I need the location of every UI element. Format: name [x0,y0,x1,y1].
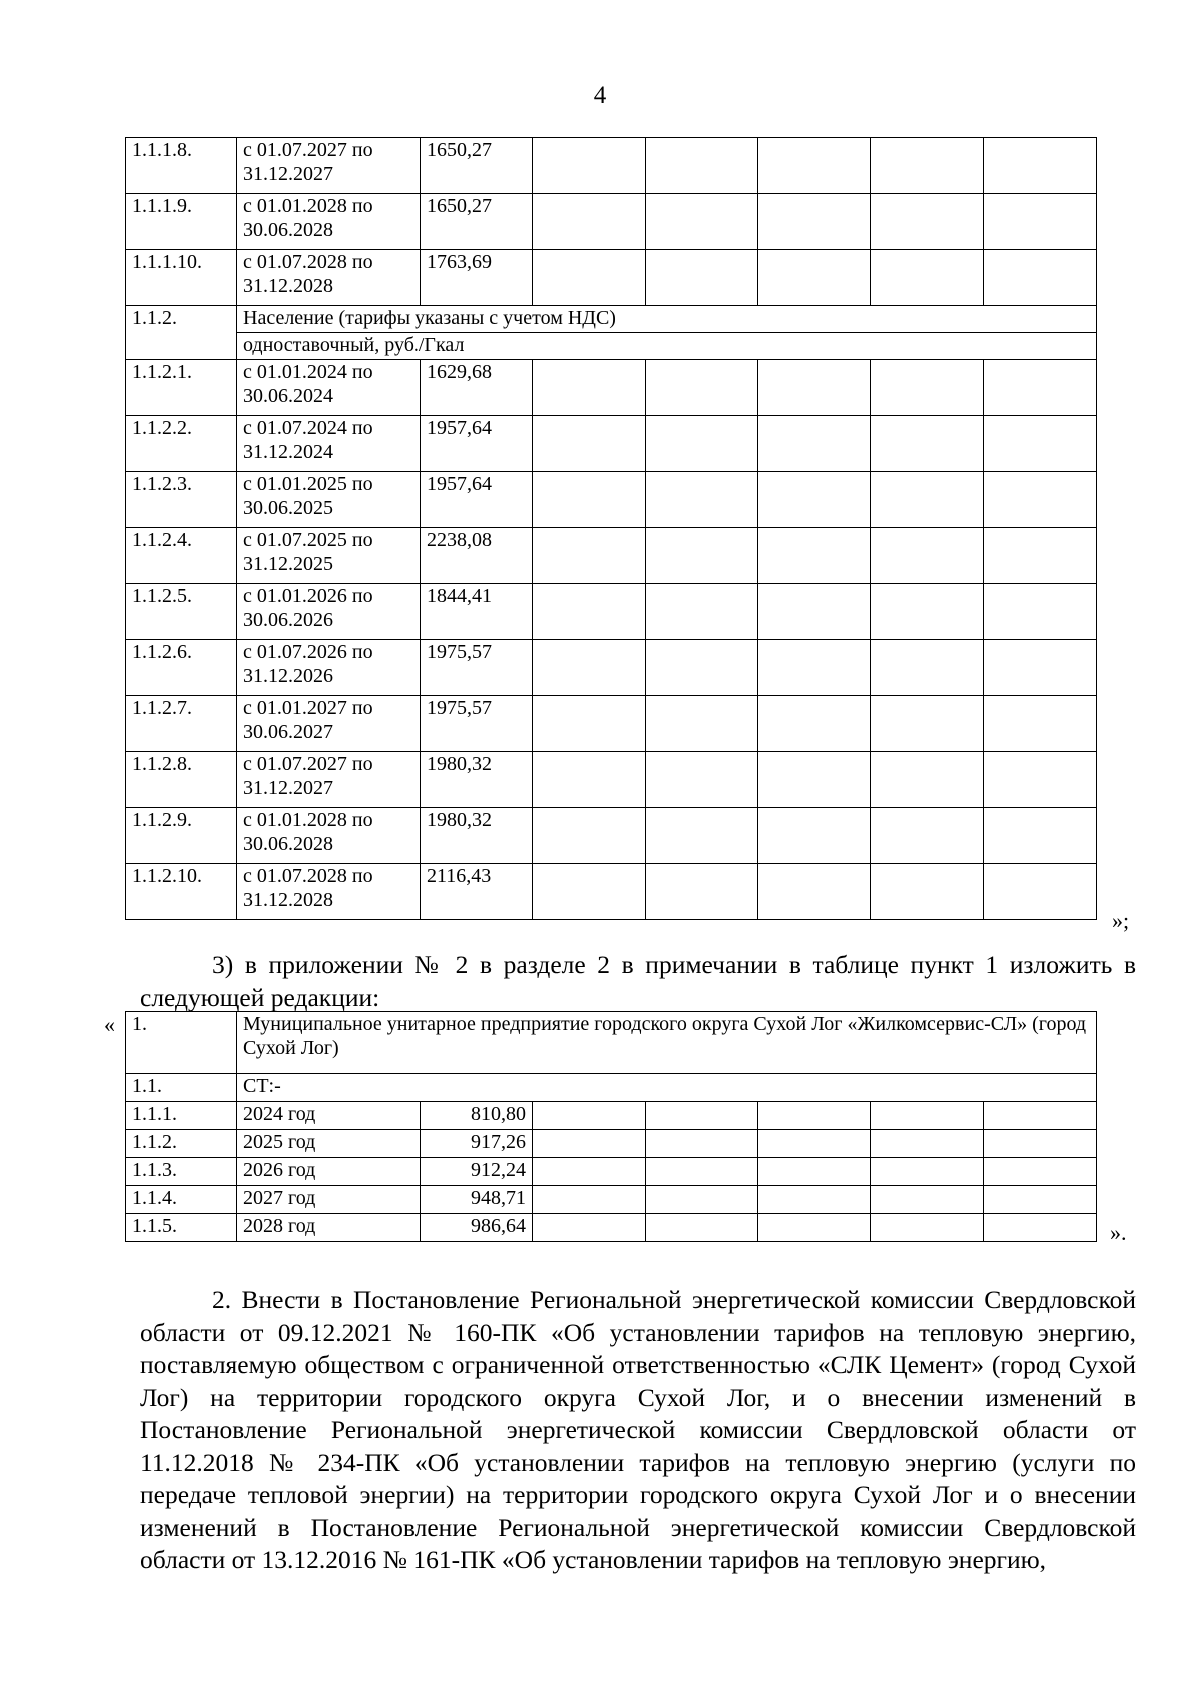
empty-cell [646,360,758,416]
table-row [126,808,1097,864]
empty-cell [646,250,758,306]
subsection-code: 1.1. [126,1074,237,1102]
table2-opening-quote: « [104,1012,115,1037]
empty-cell [758,808,871,864]
empty-cell [646,584,758,640]
row-year: 2024 год [237,1102,421,1130]
table-row [126,584,1097,640]
table1-closing-quote: »; [1112,908,1130,933]
row-code: 1.1.2.3. [126,472,237,528]
empty-cell [871,1102,984,1130]
empty-cell [646,416,758,472]
year-rows [126,1102,1097,1242]
empty-cell [871,194,984,250]
row-value: 1975,57 [421,696,533,752]
empty-cell [533,1130,646,1158]
empty-cell [871,416,984,472]
row-period: с 01.07.2028 по 31.12.2028 [237,864,421,920]
table-row [126,1186,1097,1214]
row-period: с 01.07.2028 по 31.12.2028 [237,250,421,306]
empty-cell [984,752,1097,808]
empty-cell [871,808,984,864]
empty-cell [533,1102,646,1130]
empty-cell [984,1130,1097,1158]
empty-cell [758,138,871,194]
enterprise-code: 1. [126,1012,237,1074]
empty-cell [533,1158,646,1186]
empty-cell [646,1186,758,1214]
empty-cell [533,640,646,696]
table2-closing-quote: ». [1110,1220,1127,1245]
empty-cell [758,1214,871,1242]
row-value: 1650,27 [421,194,533,250]
empty-cell [533,808,646,864]
row-code: 1.1.2.4. [126,528,237,584]
table-row [126,1214,1097,1242]
row-period: с 01.01.2028 по 30.06.2028 [237,194,421,250]
empty-cell [758,250,871,306]
empty-cell [758,752,871,808]
section-subtitle: одноставочный, руб./Гкал [237,333,1097,360]
table-row [126,864,1097,920]
empty-cell [533,584,646,640]
row-period: с 01.07.2024 по 31.12.2024 [237,416,421,472]
empty-cell [984,584,1097,640]
empty-cell [871,528,984,584]
empty-cell [646,194,758,250]
row-year: 2025 год [237,1130,421,1158]
table-row [126,528,1097,584]
empty-cell [871,1130,984,1158]
empty-cell [984,416,1097,472]
table-row [126,472,1097,528]
row-code: 1.1.2.6. [126,640,237,696]
row-code: 1.1.1.9. [126,194,237,250]
subsection-label: СТ:- [237,1074,1097,1102]
empty-cell [984,528,1097,584]
page-number: 4 [593,82,607,109]
row-value: 1975,57 [421,640,533,696]
row-period: с 01.01.2025 по 30.06.2025 [237,472,421,528]
row-period: с 01.01.2024 по 30.06.2024 [237,360,421,416]
table-row [126,250,1097,306]
empty-cell [984,808,1097,864]
empty-cell [646,528,758,584]
empty-cell [871,584,984,640]
empty-cell [646,138,758,194]
table-row [126,640,1097,696]
table-row [126,138,1097,194]
row-value: 810,80 [421,1102,533,1130]
table-row [126,696,1097,752]
empty-cell [758,472,871,528]
empty-cell [871,696,984,752]
empty-cell [871,472,984,528]
empty-cell [533,194,646,250]
empty-cell [984,1102,1097,1130]
row-code: 1.1.2.10. [126,864,237,920]
row-code: 1.1.2. [126,1130,237,1158]
empty-cell [533,416,646,472]
row-value: 1763,69 [421,250,533,306]
empty-cell [758,360,871,416]
row-year: 2027 год [237,1186,421,1214]
empty-cell [646,1214,758,1242]
table-row [126,752,1097,808]
row-code: 1.1.2.5. [126,584,237,640]
empty-cell [984,864,1097,920]
row-value: 1844,41 [421,584,533,640]
empty-cell [646,1158,758,1186]
empty-cell [758,640,871,696]
empty-cell [984,194,1097,250]
table-row [126,416,1097,472]
tariff-rows-before [126,138,1097,306]
row-year: 2026 год [237,1158,421,1186]
empty-cell [646,752,758,808]
row-period: с 01.01.2026 по 30.06.2026 [237,584,421,640]
row-value: 1650,27 [421,138,533,194]
empty-cell [758,528,871,584]
row-value: 1980,32 [421,752,533,808]
empty-cell [758,194,871,250]
empty-cell [984,472,1097,528]
empty-cell [758,864,871,920]
empty-cell [871,1214,984,1242]
row-value: 1980,32 [421,808,533,864]
empty-cell [871,138,984,194]
empty-cell [758,416,871,472]
section-title: Население (тарифы указаны с учетом НДС) [237,306,1097,333]
empty-cell [984,138,1097,194]
enterprise-title: Муниципальное унитарное предприятие городского округа Сухой Лог «Жилкомсервис-СЛ» (город Сухой Лог) [237,1012,1097,1074]
table-row [126,1130,1097,1158]
row-period: с 01.07.2027 по 31.12.2027 [237,752,421,808]
empty-cell [758,696,871,752]
row-code: 1.1.4. [126,1186,237,1214]
row-value: 2238,08 [421,528,533,584]
empty-cell [871,640,984,696]
empty-cell [984,1214,1097,1242]
empty-cell [758,584,871,640]
empty-cell [533,1186,646,1214]
enterprise-tariff-table [125,1011,1097,1242]
row-period: с 01.07.2026 по 31.12.2026 [237,640,421,696]
row-period: с 01.01.2028 по 30.06.2028 [237,808,421,864]
paragraph-2: 2. Внести в Постановление Региональной энергетической комиссии Свердловской области от 09.12.2021 № 160-ПК «Об установлении тарифов на тепловую энергию, поставляемую обществом с ограниченной ответственностью «СЛК Цемент» (город Сухой Лог) на территории городского округа Сухой Лог, и о внесении изменений в Постановление Региональной энергетической комиссии Свердловской области от 11.12.2018 № 234-ПК «Об установлении тарифов на тепловую энергию (услуги по передаче тепловой энергии) на территории городского округа Сухой Лог и о внесении изменений в Постановление Региональной энергетической комиссии Свердловской области от 13.12.2016 № 161-ПК «Об установлении тарифов на тепловую энергию, [140,1285,1136,1574]
population-section [126,306,1097,360]
empty-cell [646,1130,758,1158]
empty-cell [871,1158,984,1186]
empty-cell [871,1186,984,1214]
paragraph-3: 3) в приложении № 2 в разделе 2 в примечании в таблице пункт 1 изложить в следующей редакции: [140,950,1136,1012]
empty-cell [984,640,1097,696]
empty-cell [646,808,758,864]
empty-cell [533,864,646,920]
empty-cell [871,864,984,920]
empty-cell [871,250,984,306]
empty-cell [984,360,1097,416]
row-period: с 01.07.2027 по 31.12.2027 [237,138,421,194]
empty-cell [646,696,758,752]
tariff-rows-after [126,360,1097,920]
row-period: с 01.07.2025 по 31.12.2025 [237,528,421,584]
row-code: 1.1.2.2. [126,416,237,472]
row-year: 2028 год [237,1214,421,1242]
empty-cell [758,1130,871,1158]
empty-cell [533,696,646,752]
row-code: 1.1.1. [126,1102,237,1130]
empty-cell [533,1214,646,1242]
row-code: 1.1.2.7. [126,696,237,752]
row-value: 986,64 [421,1214,533,1242]
empty-cell [984,696,1097,752]
empty-cell [533,138,646,194]
row-value: 912,24 [421,1158,533,1186]
row-code: 1.1.5. [126,1214,237,1242]
row-value: 948,71 [421,1186,533,1214]
row-code: 1.1.3. [126,1158,237,1186]
section-code: 1.1.2. [126,306,237,360]
row-value: 917,26 [421,1130,533,1158]
row-code: 1.1.2.1. [126,360,237,416]
empty-cell [533,360,646,416]
empty-cell [984,1158,1097,1186]
row-value: 1629,68 [421,360,533,416]
empty-cell [646,864,758,920]
empty-cell [758,1102,871,1130]
row-code: 1.1.1.10. [126,250,237,306]
row-value: 1957,64 [421,416,533,472]
empty-cell [533,472,646,528]
table-row [126,194,1097,250]
row-value: 1957,64 [421,472,533,528]
empty-cell [758,1158,871,1186]
empty-cell [533,752,646,808]
row-code: 1.1.2.8. [126,752,237,808]
empty-cell [871,360,984,416]
empty-cell [984,250,1097,306]
tariff-table [125,137,1097,920]
row-code: 1.1.1.8. [126,138,237,194]
row-code: 1.1.2.9. [126,808,237,864]
table-row [126,1158,1097,1186]
empty-cell [984,1186,1097,1214]
table-row [126,1102,1097,1130]
empty-cell [533,528,646,584]
row-period: с 01.01.2027 по 30.06.2027 [237,696,421,752]
row-value: 2116,43 [421,864,533,920]
empty-cell [758,1186,871,1214]
empty-cell [646,640,758,696]
empty-cell [646,472,758,528]
empty-cell [533,250,646,306]
empty-cell [871,752,984,808]
empty-cell [646,1102,758,1130]
table-row [126,360,1097,416]
